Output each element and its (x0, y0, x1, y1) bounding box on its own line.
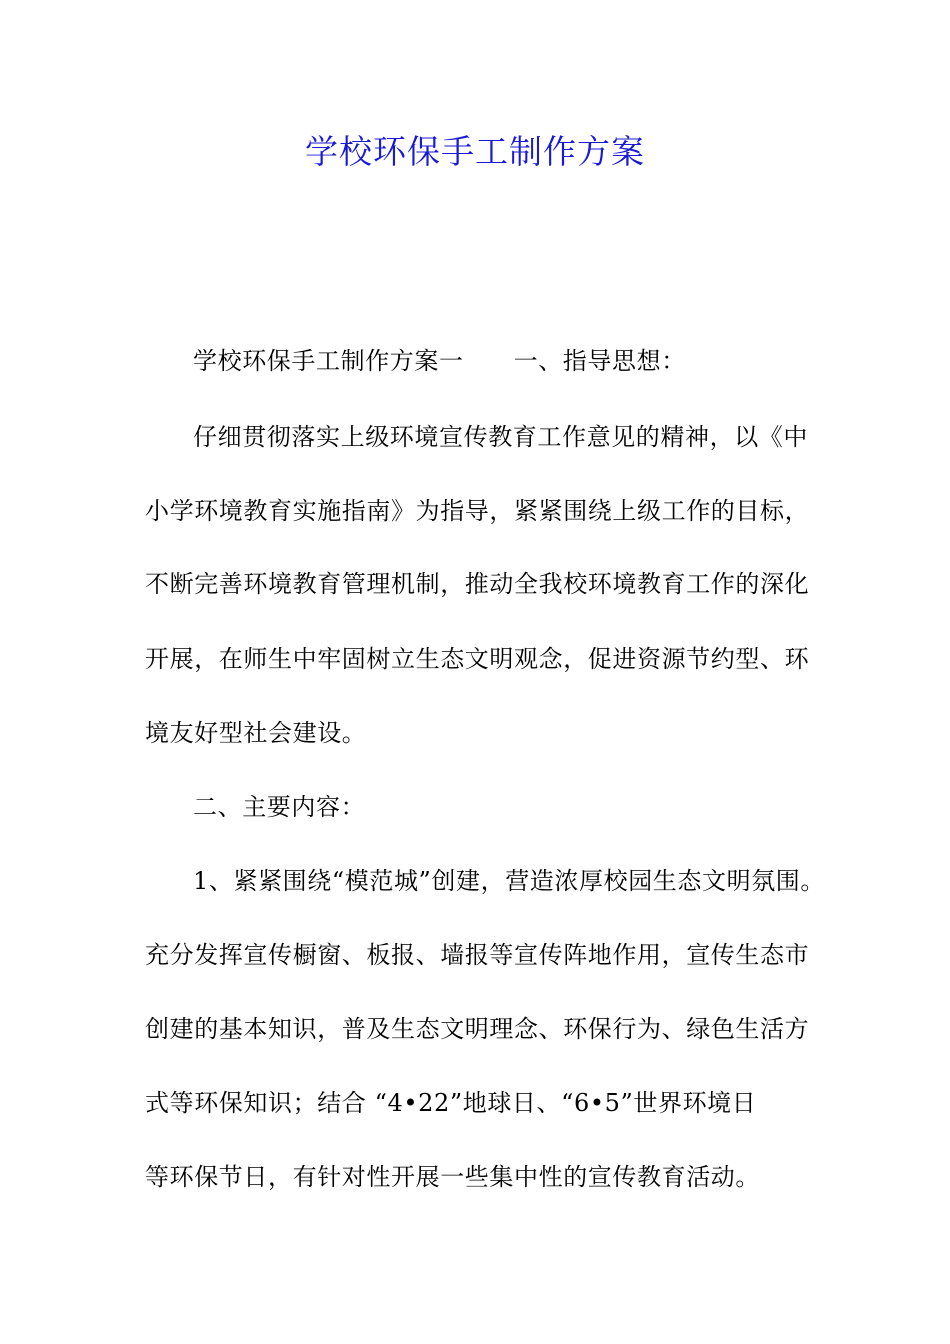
section-heading-guiding-ideas: 一、指导思想： (513, 347, 686, 375)
paragraph-line: 开展，在师生中牢固树立生态文明观念，促进资源节约型、环 (145, 645, 810, 673)
paragraph-line: 等环保节日，有针对性开展一些集中性的宣传教育活动。 (145, 1163, 760, 1191)
paragraph-line: 充分发挥宣传橱窗、板报、墙报等宣传阵地作用，宣传生态市 (145, 941, 810, 969)
paragraph-line: 式等环保知识；结合 “4•22”地球日、“6•5”世界环境日 (145, 1089, 757, 1117)
paragraph-line: 仔细贯彻落实上级环境宣传教育工作意见的精神，以《中 (193, 423, 808, 451)
section-heading-main-content: 二、主要内容： (193, 793, 366, 821)
paragraph-line: 小学环境教育实施指南》为指导，紧紧围绕上级工作的目标， (145, 497, 810, 525)
plan-subtitle: 学校环保手工制作方案一 (193, 347, 464, 375)
paragraph-line: 创建的基本知识，普及生态文明理念、环保行为、绿色生活方 (145, 1015, 810, 1043)
document-title: 学校环保手工制作方案 (305, 132, 645, 171)
paragraph-line: 1、紧紧围绕“模范城”创建，营造浓厚校园生态文明氛围。 (193, 867, 826, 895)
paragraph-line: 境友好型社会建设。 (145, 719, 367, 747)
paragraph-line: 不断完善环境教育管理机制，推动全我校环境教育工作的深化 (145, 570, 810, 598)
section-heading-line (193, 341, 686, 381)
